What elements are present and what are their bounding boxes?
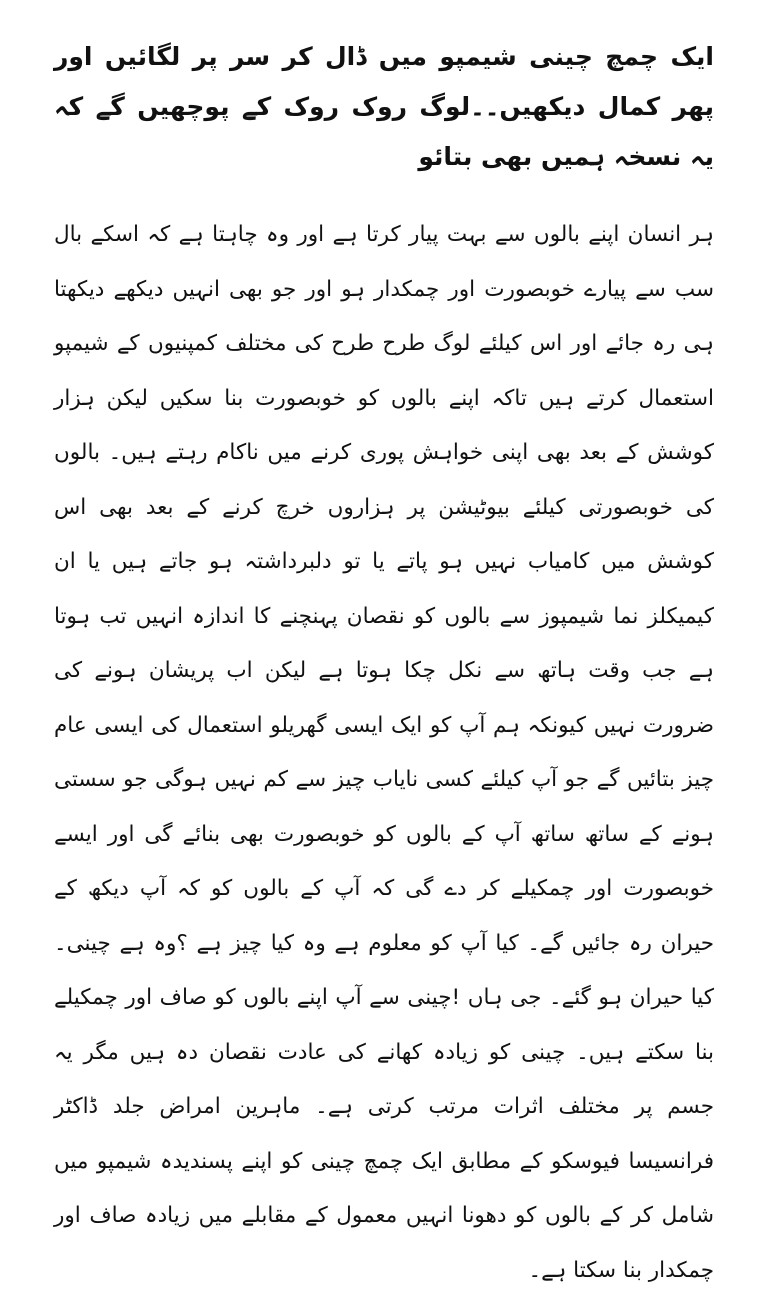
article-headline: ایک چمچ چینی شیمپو میں ڈال کر سر پر لگائیں اور پھر کمال دیکھیں۔۔لوگ روک روک کے پوچھیں گے کہ یہ نسخہ ہمیں بھی بتائو: [54, 42, 714, 171]
article-body: ہر انسان اپنے بالوں سے بہت پیار کرتا ہے اور وہ چاہتا ہے کہ اسکے بال سب سے پیارے خوبصورت اور چمکدار ہو اور جو بھی انہیں دیکھے دیکھتا ہی رہ جائے اور اس کیلئے لوگ طرح طرح کی مختلف کمپنیوں کے شیمپو استعمال کرتے ہیں تاکہ اپنے بالوں کو خوبصورت بنا سکیں لیکن ہزار کوشش کے بعد بھی اپنی خواہش پوری کرنے میں ناکام رہتے ہیں۔ بالوں کی خوبصورتی کیلئے بیوٹیشن پر ہزاروں خرچ کرنے کے بعد بھی اس کوشش میں کامیاب نہیں ہو پاتے یا تو دلبرداشتہ ہو جاتے ہیں یا ان کیمیکلز نما شیمپوز سے بالوں کو نقصان پہنچنے کا اندازہ انہیں تب ہوتا ہے جب وقت ہاتھ سے نکل چکا ہوتا ہے لیکن اب پریشان ہونے کی ضرورت نہیں کیونکہ ہم آپ کو ایک ایسی گھریلو استعمال کی ایسی عام چیز بتائیں گے جو آپ کیلئے کسی نایاب چیز سے کم نہیں ہوگی جو سستی ہونے کے ساتھ ساتھ آپ کے بالوں کو خوبصورت بھی بنائے گی اور ایسے خوبصورت اور چمکیلے کر دے گی کہ آپ کے بالوں کو کہ آپ دیکھ کے حیران رہ جائیں گے۔ کیا آپ کو معلوم ہے وہ کیا چیز ہے ؟وہ ہے چینی۔ کیا حیران ہو گئے۔ جی ہاں !چینی سے آپ اپنے بالوں کو صاف اور چمکیلے بنا سکتے ہیں۔ چینی کو زیادہ کھانے کی عادت نقصان دہ ہیں مگر یہ جسم پر مختلف اثرات مرتب کرتی ہے۔ ماہرین امراض جلد ڈاکٹر فرانسیسا فیوسکو کے مطابق ایک چمچ چینی کو اپنے پسندیدہ شیمپو میں شامل کر کے بالوں کو دھونا انہیں معمول کے مقابلے میں زیادہ صاف اور چمکدار بنا سکتا ہے۔: [54, 222, 714, 1283]
